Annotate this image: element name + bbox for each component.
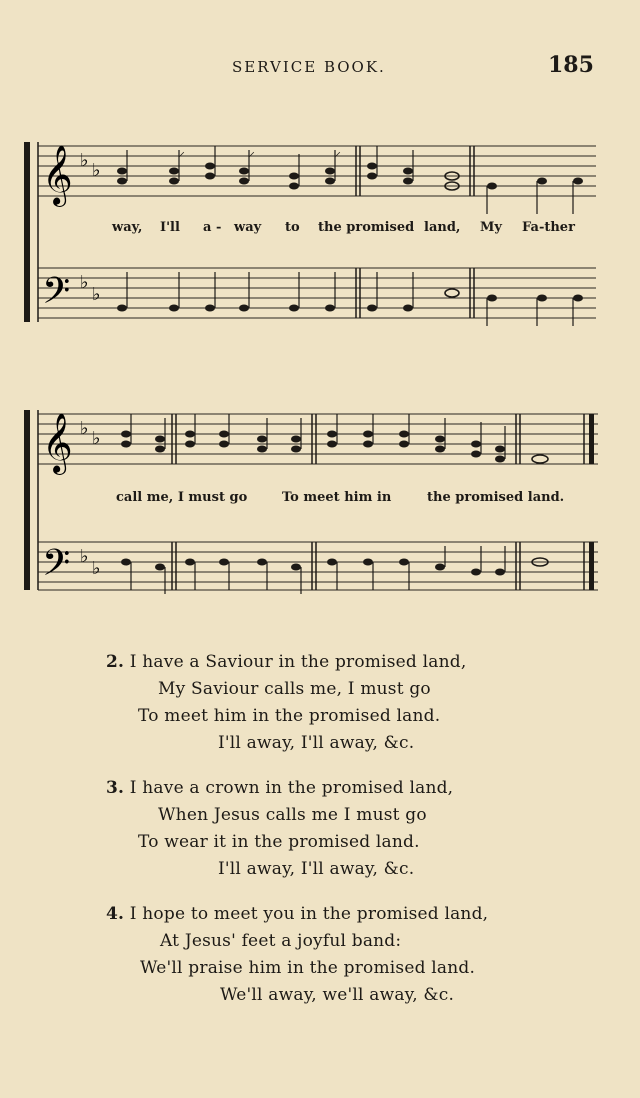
svg-text:♭: ♭ (92, 160, 101, 181)
stanza-text: I have a crown in the promised land, (129, 778, 454, 798)
system-brace (24, 410, 30, 590)
lyric-syllable: the promised (318, 220, 415, 235)
music-system-2 (0, 400, 640, 600)
lyric-syllable: a - (203, 220, 222, 235)
svg-text:♭: ♭ (80, 546, 89, 567)
running-title: SERVICE BOOK. (232, 58, 386, 76)
stanza-4 (0, 904, 640, 1014)
stanza-text: I hope to meet you in the promised land, (129, 904, 489, 924)
lyric-syllable: way, (112, 220, 143, 235)
bass-clef-icon: 𝄢 (42, 542, 71, 593)
stanza-text: I have a Saviour in the promised land, (129, 652, 467, 672)
music-system-1 (0, 132, 640, 332)
stanza-line: We'll praise him in the promised land. (140, 958, 476, 978)
stanza-number: 2. (106, 652, 125, 672)
stanza-line (106, 652, 466, 672)
treble-clef-icon: 𝄞 (42, 413, 73, 473)
stanza-line: At Jesus' feet a joyful band: (160, 931, 402, 951)
svg-text:♭: ♭ (92, 428, 101, 449)
stanza-line: We'll away, we'll away, &c. (220, 985, 455, 1005)
lyric-syllable: way (234, 220, 262, 235)
lyric-syllable: My (480, 220, 502, 235)
key-signature-flats (80, 418, 101, 579)
lyric-phrase: To meet him in (282, 490, 392, 505)
stanza-line: To meet him in the promised land. (138, 706, 441, 726)
stanza-2 (0, 652, 640, 762)
running-head (0, 52, 640, 82)
bass-notes (121, 559, 505, 576)
lyric-phrase: the promised land. (427, 490, 565, 505)
stanza-line: I'll away, I'll away, &c. (218, 733, 415, 753)
bass-notes (117, 295, 583, 312)
lyric-syllable: to (285, 220, 300, 235)
svg-text:⸝: ⸝ (178, 144, 185, 160)
stanza-line (106, 778, 453, 798)
stanza-number: 3. (106, 778, 125, 798)
lyric-syllable: land, (424, 220, 461, 235)
treble-notes (121, 431, 505, 463)
half-notes (445, 172, 459, 190)
svg-text:♭: ♭ (80, 150, 89, 171)
svg-text:♭: ♭ (80, 272, 89, 293)
stanza-3 (0, 778, 640, 888)
lyric-syllable: I'll (160, 220, 180, 235)
lyric-syllable: Fa-ther (522, 220, 575, 235)
svg-text:⸝: ⸝ (334, 144, 341, 160)
svg-text:♭: ♭ (92, 558, 101, 579)
svg-text:⸝: ⸝ (248, 144, 255, 160)
stanza-line: When Jesus calls me I must go (158, 805, 427, 825)
stanza-line: My Saviour calls me, I must go (158, 679, 431, 699)
svg-text:♭: ♭ (92, 284, 101, 305)
stanza-line (106, 904, 488, 924)
final-barline (584, 414, 594, 590)
stanza-number: 4. (106, 904, 125, 924)
treble-clef-icon: 𝄞 (42, 145, 73, 205)
lyric-phrase: call me, I must go (116, 490, 248, 505)
page-number: 185 (548, 52, 594, 78)
bass-clef-icon: 𝄢 (42, 270, 71, 321)
stanza-line: I'll away, I'll away, &c. (218, 859, 415, 879)
svg-text:♭: ♭ (80, 418, 89, 439)
stanza-line: To wear it in the promised land. (138, 832, 420, 852)
key-signature-flats (80, 150, 101, 305)
system-brace (24, 142, 30, 322)
